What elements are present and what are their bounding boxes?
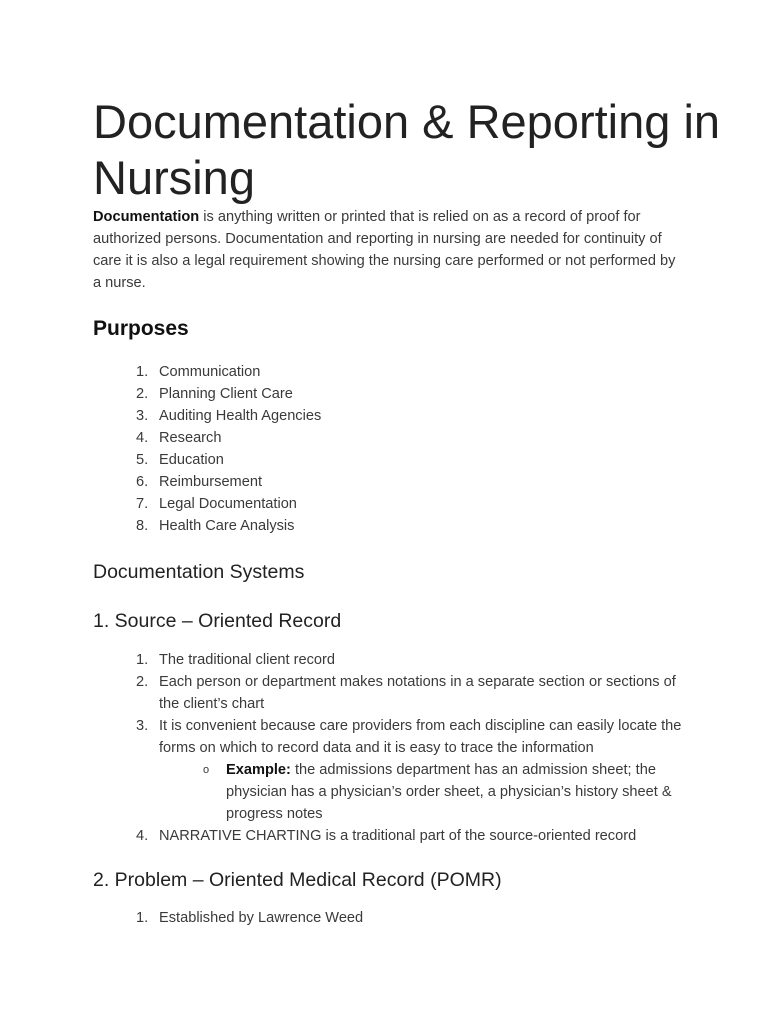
list-item: 1. Established by Lawrence Weed — [136, 910, 364, 926]
list-item: 3. It is convenient because care providers from each discipline can easily locate the forms on which to record data and it is easy to trace the information — [136, 718, 682, 756]
source-oriented-heading: 1. Source – Oriented Record — [93, 610, 342, 632]
list-item: 4. Research — [136, 430, 222, 446]
list-item: 8. Health Care Analysis — [136, 518, 295, 534]
example-label: Example: — [226, 762, 291, 778]
list-item: 2. Each person or department makes notations in a separate section or sections of the client’s chart — [136, 674, 676, 712]
intro-text: is anything written or printed that is relied on as a record of proof for authorized persons. Documentation and reporting in nursing are needed for continuity of care it is also a legal requirement showing the nursing care performed or not performed by a nurse. — [93, 209, 676, 291]
list-item: 2. Planning Client Care — [136, 386, 293, 402]
intro-term: Documentation — [93, 209, 200, 225]
list-item: 1. The traditional client record — [136, 652, 336, 668]
purposes-list — [93, 361, 683, 537]
pomr-heading: 2. Problem – Oriented Medical Record (POMR) — [93, 869, 502, 891]
list-item: 1. Communication — [136, 364, 261, 380]
list-item: 4. NARRATIVE CHARTING is a traditional part of the source-oriented record — [136, 828, 637, 844]
example-item — [93, 759, 683, 825]
pomr-list — [93, 907, 683, 929]
page-title: Documentation & Reporting in Nursing — [93, 95, 721, 204]
circle-bullet-icon: o — [203, 764, 210, 776]
example-text: the admissions department has an admission sheet; the physician has a physician’s order sheet, a physician’s history sheet & progress notes — [226, 762, 672, 822]
example-block — [93, 759, 683, 825]
list-item: 3. Auditing Health Agencies — [136, 408, 322, 424]
list-item: 7. Legal Documentation — [136, 496, 297, 512]
list-item: 5. Education — [136, 452, 224, 468]
source-oriented-list — [93, 649, 683, 759]
intro-paragraph — [93, 206, 683, 294]
source-oriented-list-cont — [93, 825, 683, 847]
list-item: 6. Reimbursement — [136, 474, 263, 490]
systems-heading: Documentation Systems — [93, 561, 305, 583]
purposes-heading: Purposes — [93, 317, 189, 340]
